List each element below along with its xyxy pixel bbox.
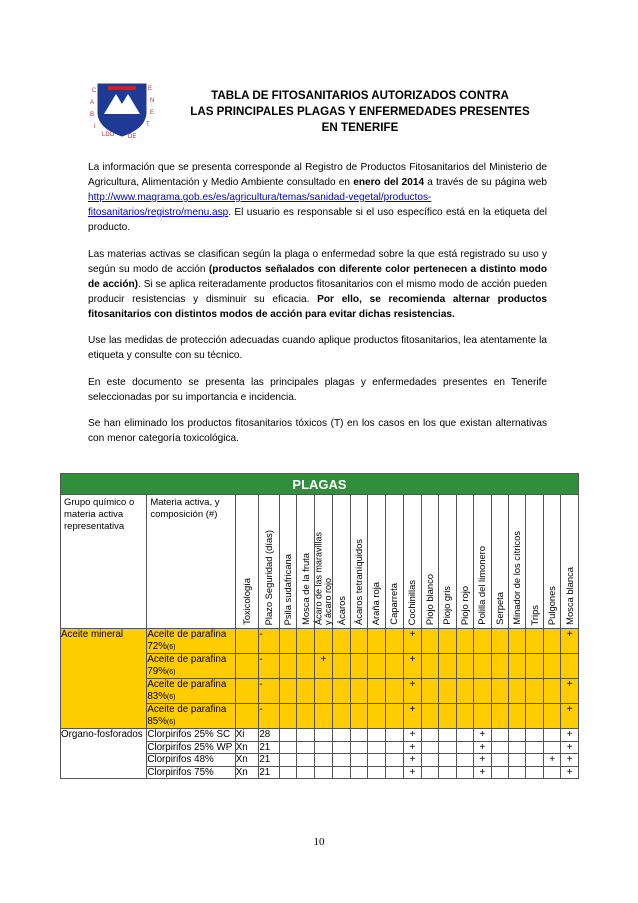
- pest-mark-cell: [350, 754, 367, 767]
- pest-mark-cell: [508, 754, 525, 767]
- pest-mark-cell: [368, 766, 385, 779]
- col-serpeta-label: Serpeta: [493, 592, 505, 625]
- page-number: 10: [313, 836, 325, 848]
- group-cell: Organo-fosforados: [61, 729, 147, 779]
- pest-mark-cell: [491, 729, 508, 742]
- plagas-body: [61, 629, 579, 779]
- intro-paragraph-5: Se han eliminado los productos fitosanitarios tóxicos (T) en los casos en los que existan alternativas con menor categoría toxicológica.: [88, 418, 547, 444]
- active-ingredient-cell: [147, 741, 235, 754]
- pest-mark-cell: [421, 654, 438, 679]
- pest-mark-cell: [526, 654, 543, 679]
- col-cochinillas-label: Cochinillas: [406, 579, 418, 625]
- pest-mark-cell: +: [404, 729, 421, 742]
- col-trips: [526, 495, 543, 629]
- col-acaro-maravillas-line1: Ácaro de las maravillas: [313, 531, 324, 625]
- pest-mark-cell: +: [474, 741, 491, 754]
- col-pulgones-label: Pulgones: [546, 585, 558, 625]
- p1-date: enero del 2014: [353, 177, 425, 188]
- intro-text: [88, 160, 547, 458]
- svg-text:E: E: [148, 86, 153, 92]
- pest-mark-cell: [350, 741, 367, 754]
- col-piojo-blanco-label: Piojo blanco: [423, 573, 435, 625]
- pest-mark-cell: +: [474, 754, 491, 767]
- pest-mark-cell: [314, 629, 332, 654]
- pest-mark-cell: [333, 729, 350, 742]
- pest-mark-cell: [491, 766, 508, 779]
- col-polilla-limonero: [474, 495, 491, 629]
- pest-mark-cell: [350, 629, 367, 654]
- svg-text:B: B: [90, 112, 95, 118]
- svg-text:DE: DE: [128, 134, 137, 140]
- pest-mark-cell: [314, 766, 332, 779]
- pest-mark-cell: [385, 754, 403, 767]
- pest-mark-cell: +: [404, 741, 421, 754]
- footnote-ref: (6): [166, 693, 176, 701]
- pest-mark-cell: [456, 741, 473, 754]
- pest-mark-cell: [314, 754, 332, 767]
- col-serpeta: [491, 495, 508, 629]
- intro-paragraph-4: En este documento se presenta las principales plagas y enfermedades presentes en Tenerife seleccionadas por su importancia e incidencia.: [88, 376, 547, 403]
- pest-mark-cell: [368, 754, 385, 767]
- pest-mark-cell: +: [404, 629, 421, 654]
- pest-mark-cell: [543, 679, 560, 704]
- col-toxicologia-label: Toxicología: [241, 578, 252, 625]
- pest-mark-cell: [385, 766, 403, 779]
- pest-mark-cell: [333, 741, 350, 754]
- pest-mark-cell: [368, 629, 385, 654]
- col-arana-roja-label: Araña roja: [370, 581, 382, 625]
- safety-period-cell: 28: [259, 729, 280, 742]
- col-mosca-blanca-label: Mosca blanca: [563, 567, 575, 625]
- pest-mark-cell: [439, 741, 456, 754]
- toxicology-cell: [235, 704, 259, 729]
- pest-mark-cell: [350, 729, 367, 742]
- safety-period-cell: -: [259, 629, 280, 654]
- p2-text-2: . Si se aplica reiteradamente productos fitosanitarios con el mismo modo de acción pueden producir resistencias y disminuir su eficacia.: [88, 278, 547, 305]
- col-acaros-tetraniquidos-label: Ácaros tetraníquidos: [352, 539, 364, 625]
- pest-mark-cell: +: [404, 679, 421, 704]
- pest-mark-cell: [314, 741, 332, 754]
- safety-period-cell: 21: [259, 766, 280, 779]
- pest-mark-cell: +: [404, 704, 421, 729]
- pest-mark-cell: [421, 704, 438, 729]
- pest-mark-cell: +: [561, 729, 579, 742]
- pest-mark-cell: [421, 629, 438, 654]
- col-piojo-gris-label: Piojo gris: [441, 586, 453, 625]
- pest-mark-cell: [333, 654, 350, 679]
- col-acaro-maravillas: [314, 495, 332, 629]
- pest-mark-cell: [385, 679, 403, 704]
- col-pulgones: [543, 495, 560, 629]
- pest-mark-cell: [368, 729, 385, 742]
- pest-mark-cell: [439, 654, 456, 679]
- title-line-3: EN TENERIFE: [321, 121, 399, 134]
- col-polilla-limonero-label: Polilla del limonero: [476, 546, 488, 625]
- col-toxicologia: [235, 495, 259, 629]
- pest-mark-cell: [297, 654, 314, 679]
- pest-mark-cell: [526, 679, 543, 704]
- pest-mark-cell: [350, 704, 367, 729]
- toxicology-cell: [235, 679, 259, 704]
- pest-mark-cell: [526, 704, 543, 729]
- pest-mark-cell: [439, 729, 456, 742]
- pest-mark-cell: [279, 741, 296, 754]
- col-piojo-gris: [439, 495, 456, 629]
- active-ingredient-name: Clorpirifos 75%: [147, 766, 214, 778]
- pest-mark-cell: [333, 704, 350, 729]
- svg-text:N: N: [150, 98, 155, 104]
- pest-mark-cell: [456, 729, 473, 742]
- pest-mark-cell: +: [561, 766, 579, 779]
- pest-mark-cell: [439, 679, 456, 704]
- pest-mark-cell: [456, 754, 473, 767]
- col-minador-label: Minador de los cítricos: [511, 531, 523, 625]
- cabildo-logo: [88, 78, 156, 140]
- active-ingredient-cell: [147, 654, 235, 679]
- pest-mark-cell: [561, 654, 579, 679]
- pest-mark-cell: [314, 729, 332, 742]
- pest-mark-cell: [439, 766, 456, 779]
- pest-mark-cell: [297, 679, 314, 704]
- col-piojo-rojo-label: Piojo rojo: [458, 585, 470, 625]
- pest-mark-cell: [297, 729, 314, 742]
- pest-mark-cell: [543, 766, 560, 779]
- col-mosca-fruta-label: Mosca de la fruta: [299, 553, 311, 625]
- active-ingredient-cell: [147, 679, 235, 704]
- pest-mark-cell: [368, 654, 385, 679]
- pest-mark-cell: +: [561, 741, 579, 754]
- pest-mark-cell: [474, 679, 491, 704]
- pest-mark-cell: [456, 704, 473, 729]
- pest-mark-cell: [279, 704, 296, 729]
- safety-period-cell: -: [259, 704, 280, 729]
- active-ingredient-cell: [147, 766, 235, 779]
- svg-text:C: C: [92, 88, 97, 94]
- pest-mark-cell: [297, 741, 314, 754]
- pest-mark-cell: [314, 679, 332, 704]
- col-arana-roja: [368, 495, 385, 629]
- col-acaros-tetraniquidos: [350, 495, 367, 629]
- table-row: [61, 729, 579, 742]
- pest-mark-cell: [333, 629, 350, 654]
- group-cell: Aceite mineral: [61, 629, 147, 729]
- pest-mark-cell: +: [561, 754, 579, 767]
- safety-period-cell: 21: [259, 754, 280, 767]
- pest-mark-cell: [350, 654, 367, 679]
- toxicology-cell: Xn: [235, 754, 259, 767]
- active-ingredient-name: Clorpirifos 48%: [147, 754, 214, 765]
- pest-mark-cell: +: [561, 679, 579, 704]
- col-piojo-rojo: [456, 495, 473, 629]
- safety-period-cell: 21: [259, 741, 280, 754]
- col-caparreta: [385, 495, 403, 629]
- col-acaros: [333, 495, 350, 629]
- plagas-header: PLAGAS: [61, 474, 579, 495]
- pest-mark-cell: +: [474, 729, 491, 742]
- safety-period-cell: -: [259, 654, 280, 679]
- pest-mark-cell: [474, 654, 491, 679]
- pest-mark-cell: [474, 704, 491, 729]
- p2-text: Las materias activas se clasifican según la plaga o enfermedad sobre la que está registrado su uso y según su modo de acción: [88, 248, 547, 275]
- pest-mark-cell: [439, 704, 456, 729]
- pest-mark-cell: [508, 729, 525, 742]
- svg-text:A: A: [90, 100, 95, 106]
- pest-mark-cell: [526, 754, 543, 767]
- pest-mark-cell: [279, 766, 296, 779]
- pest-mark-cell: [543, 704, 560, 729]
- footnote-ref: (6): [166, 643, 176, 651]
- p2-bold: (productos señalados con diferente color pertenecen a distinto modo de acción): [88, 263, 547, 290]
- pest-mark-cell: [421, 679, 438, 704]
- col-psila-label: Psila sudafricana: [282, 553, 294, 625]
- pest-mark-cell: [526, 629, 543, 654]
- pest-mark-cell: +: [404, 754, 421, 767]
- pest-mark-cell: [297, 704, 314, 729]
- pest-mark-cell: [279, 629, 296, 654]
- active-ingredient-name: Aceite de parafina 79%: [147, 654, 227, 677]
- col-cochinillas: [404, 495, 421, 629]
- pest-mark-cell: [421, 766, 438, 779]
- active-ingredient-cell: [147, 729, 235, 742]
- svg-text:E: E: [150, 110, 155, 116]
- svg-text:T: T: [146, 122, 150, 128]
- toxicology-cell: Xn: [235, 741, 259, 754]
- col-minador: [508, 495, 525, 629]
- pest-mark-cell: [439, 754, 456, 767]
- active-ingredient-name: Clorpirifos 25% SC: [147, 729, 231, 740]
- intro-paragraph-2: [88, 247, 547, 322]
- pest-mark-cell: [543, 654, 560, 679]
- pest-mark-cell: [543, 729, 560, 742]
- pest-mark-cell: [385, 704, 403, 729]
- pest-mark-cell: [508, 679, 525, 704]
- svg-text:I: I: [94, 124, 96, 130]
- safety-period-cell: -: [259, 679, 280, 704]
- title-line-2: LAS PRINCIPALES PLAGAS Y ENFERMEDADES PRESENTES: [190, 105, 530, 118]
- table-row: [61, 629, 579, 654]
- pest-mark-cell: [456, 654, 473, 679]
- pest-mark-cell: +: [561, 704, 579, 729]
- col-materia-activa: Materia activa, y composición (#): [147, 495, 235, 629]
- col-caparreta-label: Caparreta: [388, 583, 400, 625]
- active-ingredient-name: Clorpirifos 25% WP: [147, 741, 233, 753]
- p1-text-2: a través de su página web: [424, 177, 547, 188]
- pest-mark-cell: +: [474, 766, 491, 779]
- pest-mark-cell: [333, 766, 350, 779]
- pest-mark-cell: [456, 766, 473, 779]
- pest-mark-cell: [368, 704, 385, 729]
- pest-mark-cell: [279, 754, 296, 767]
- pest-mark-cell: [385, 729, 403, 742]
- pest-mark-cell: [297, 629, 314, 654]
- col-acaros-label: Ácaros: [335, 595, 347, 625]
- pest-mark-cell: [350, 679, 367, 704]
- pest-mark-cell: [508, 654, 525, 679]
- pest-mark-cell: +: [561, 629, 579, 654]
- col-grupo-quimico: Grupo químico o materia activa representativa: [61, 495, 147, 629]
- pest-mark-cell: [508, 766, 525, 779]
- pest-mark-cell: [526, 729, 543, 742]
- pest-mark-cell: [350, 766, 367, 779]
- footnote-ref: (6): [166, 668, 176, 676]
- p2-bold-2: Por ello, se recomienda alternar productos fitosanitarios con distintos modos de acción para evitar dichas resistencias.: [88, 293, 547, 320]
- pest-mark-cell: [333, 754, 350, 767]
- col-piojo-blanco: [421, 495, 438, 629]
- active-ingredient-name: Aceite de parafina 85%: [147, 704, 227, 727]
- pest-mark-cell: +: [543, 754, 560, 767]
- pest-mark-cell: [491, 679, 508, 704]
- pest-mark-cell: [456, 679, 473, 704]
- col-plazo: [259, 495, 280, 629]
- p1-text: La información que se presenta corresponde al Registro de Productos Fitosanitarios del Ministerio de Agricultura, Alimentación y Medio Ambiente consultado en: [88, 162, 547, 188]
- pest-mark-cell: [279, 654, 296, 679]
- pest-mark-cell: [491, 704, 508, 729]
- pest-mark-cell: [439, 629, 456, 654]
- pest-mark-cell: [385, 629, 403, 654]
- pest-mark-cell: [474, 629, 491, 654]
- column-header-row: [61, 495, 579, 629]
- pest-mark-cell: [508, 704, 525, 729]
- pest-mark-cell: [314, 704, 332, 729]
- pest-mark-cell: [491, 741, 508, 754]
- registry-link[interactable]: http://www.magrama.gob.es/es/agricultura/temas/sanidad-vegetal/productos-fitosanitarios/registro/menu.asp: [88, 192, 432, 218]
- intro-paragraph-3: Use las medidas de protección adecuadas cuando aplique productos fitosanitarios, lea atentamente la etiqueta y consulte con su técnico.: [88, 335, 547, 361]
- pest-mark-cell: [491, 754, 508, 767]
- pest-mark-cell: [385, 654, 403, 679]
- pest-mark-cell: [491, 629, 508, 654]
- col-mosca-fruta: [297, 495, 314, 629]
- col-mosca-blanca: [561, 495, 579, 629]
- pest-mark-cell: [526, 766, 543, 779]
- col-acaro-maravillas-line2: y ácaro rojo: [322, 577, 333, 625]
- active-ingredient-cell: [147, 629, 235, 654]
- col-trips-label: Trips: [528, 604, 540, 625]
- document-title: [170, 88, 550, 136]
- col-plazo-label: Plazo Seguridad (días): [263, 529, 275, 625]
- pest-mark-cell: +: [404, 766, 421, 779]
- pest-mark-cell: [508, 741, 525, 754]
- plagas-table: [60, 473, 579, 779]
- toxicology-cell: Xi: [235, 729, 259, 742]
- pest-mark-cell: [456, 629, 473, 654]
- pest-mark-cell: [279, 729, 296, 742]
- toxicology-cell: [235, 654, 259, 679]
- pest-mark-cell: [279, 679, 296, 704]
- p1-text-3: . El usuario es responsable si el uso específico está en la etiqueta del producto.: [88, 207, 547, 233]
- pest-mark-cell: [491, 654, 508, 679]
- pest-mark-cell: +: [314, 654, 332, 679]
- col-psila: [279, 495, 296, 629]
- footnote-ref: (6): [166, 718, 176, 726]
- pest-mark-cell: [385, 741, 403, 754]
- pest-mark-cell: +: [404, 654, 421, 679]
- toxicology-cell: [235, 629, 259, 654]
- intro-paragraph-1: [88, 160, 547, 235]
- pest-mark-cell: [421, 754, 438, 767]
- pest-mark-cell: [333, 679, 350, 704]
- active-ingredient-name: Aceite de parafina 72%: [147, 629, 227, 652]
- active-ingredient-cell: [147, 704, 235, 729]
- col-acaro-maravillas-label: [314, 532, 333, 625]
- pest-mark-cell: [543, 741, 560, 754]
- svg-text:LDO: LDO: [102, 132, 115, 138]
- title-line-1: TABLA DE FITOSANITARIOS AUTORIZADOS CONTRA: [211, 89, 509, 102]
- pest-mark-cell: [543, 629, 560, 654]
- pest-mark-cell: [421, 741, 438, 754]
- active-ingredient-name: Aceite de parafina 83%: [147, 679, 227, 702]
- pest-mark-cell: [508, 629, 525, 654]
- pest-mark-cell: [368, 679, 385, 704]
- pest-mark-cell: [526, 741, 543, 754]
- pest-mark-cell: [368, 741, 385, 754]
- active-ingredient-cell: [147, 754, 235, 767]
- pest-mark-cell: [421, 729, 438, 742]
- pest-mark-cell: [297, 766, 314, 779]
- pest-mark-cell: [297, 754, 314, 767]
- toxicology-cell: Xn: [235, 766, 259, 779]
